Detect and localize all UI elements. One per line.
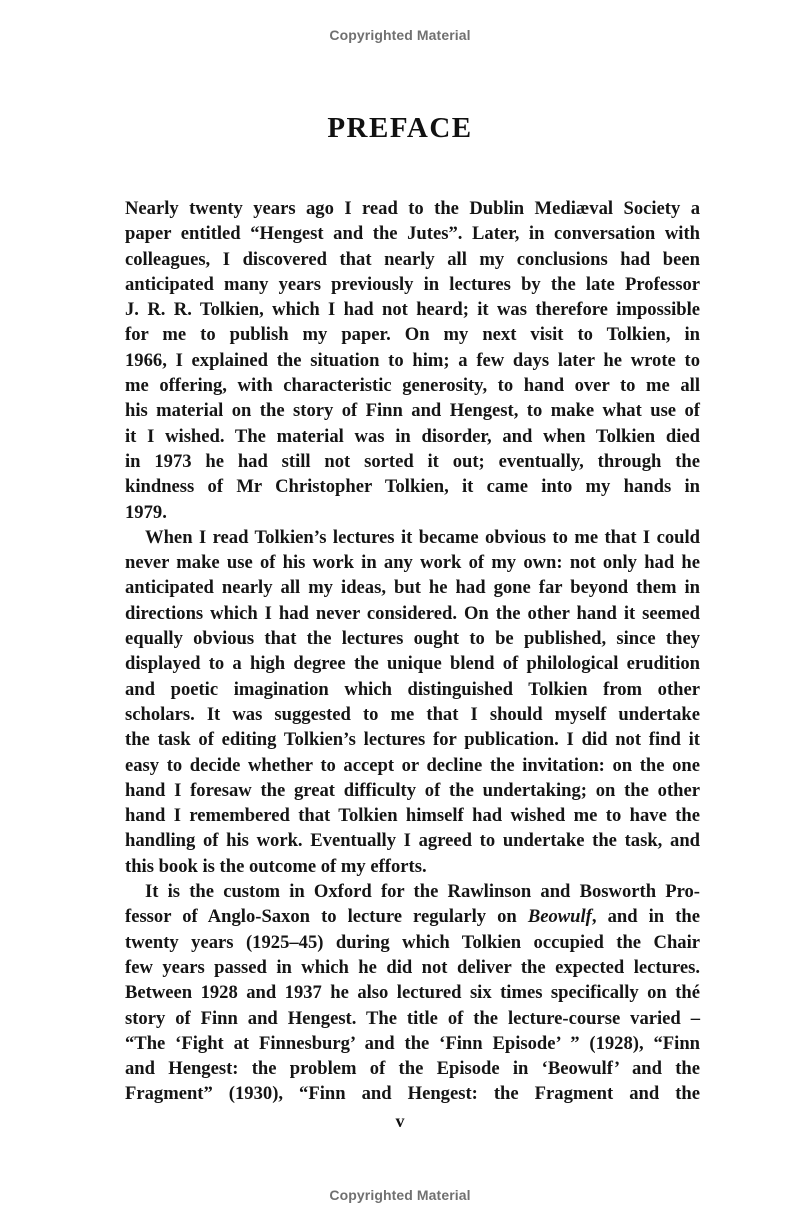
text-line: directions which I had never considered. On the other hand it seemed bbox=[125, 602, 700, 624]
copyright-watermark-bottom: Copyrighted Material bbox=[329, 1187, 471, 1203]
text-line: me offering, with characteristic generosity, to hand over to me all bbox=[125, 375, 700, 397]
text-line: for me to publish my paper. On my next visit to Tolkien, in bbox=[125, 324, 700, 346]
text-segment: fessor of Anglo-Saxon to lecture regularly on bbox=[125, 906, 528, 928]
text-line: in 1973 he had still not sorted it out; eventually, through the bbox=[125, 450, 700, 472]
copyright-watermark-top: Copyrighted Material bbox=[329, 27, 471, 43]
text-line: and poetic imagination which distinguished Tolkien from other bbox=[125, 678, 700, 700]
text-line: twenty years (1925–45) during which Tolkien occupied the Chair bbox=[125, 931, 700, 953]
text-line: displayed to a high degree the unique blend of philological erudition bbox=[125, 653, 700, 675]
text-line: J. R. R. Tolkien, which I had not heard; it was therefore impossible bbox=[125, 299, 700, 321]
text-line: “The ‘Fight at Finnesburg’ and the ‘Finn Episode’ ” (1928), “Finn bbox=[125, 1032, 700, 1054]
text-line: and Hengest: the problem of the Episode in ‘Beowulf’ and the bbox=[125, 1058, 700, 1080]
page-number: v bbox=[395, 1111, 405, 1131]
text-line: scholars. It was suggested to me that I should myself undertake bbox=[125, 703, 700, 725]
text-line: colleagues, I discovered that nearly all my conclusions had been bbox=[125, 248, 700, 270]
text-line-with-italic bbox=[125, 904, 700, 929]
preface-body bbox=[125, 196, 700, 1107]
text-line: hand I foresaw the great difficulty of the undertaking; on the other bbox=[125, 779, 700, 801]
text-line: kindness of Mr Christopher Tolkien, it came into my hands in bbox=[125, 476, 700, 498]
text-line: anticipated many years previously in lectures by the late Professor bbox=[125, 273, 700, 295]
text-line: the task of editing Tolkien’s lectures for publication. I did not find it bbox=[125, 729, 700, 751]
paragraph-2 bbox=[125, 525, 700, 879]
text-line: paper entitled “Hengest and the Jutes”. Later, in conversation with bbox=[125, 223, 700, 245]
text-line: hand I remembered that Tolkien himself had wished me to have the bbox=[125, 805, 700, 827]
text-segment: , and in the bbox=[591, 906, 700, 928]
text-line: easy to decide whether to accept or decline the invitation: on the one bbox=[125, 754, 700, 776]
text-line: story of Finn and Hengest. The title of the lecture-course varied – bbox=[125, 1007, 700, 1029]
text-line: It is the custom in Oxford for the Rawlinson and Bosworth Pro- bbox=[145, 881, 700, 903]
text-line: 1966, I explained the situation to him; a few days later he wrote to bbox=[125, 349, 700, 371]
paragraph-3 bbox=[125, 879, 700, 1107]
text-line: it I wished. The material was in disorder, and when Tolkien died bbox=[125, 425, 700, 447]
text-line: handling of his work. Eventually I agreed to undertake the task, and bbox=[125, 830, 700, 852]
text-line: his material on the story of Finn and Hengest, to make what use of bbox=[125, 400, 700, 422]
text-line: never make use of his work in any work of my own: not only had he bbox=[125, 552, 700, 574]
text-line: Fragment” (1930), “Finn and Hengest: the Fragment and the bbox=[125, 1083, 700, 1105]
text-line: equally obvious that the lectures ought to be published, since they bbox=[125, 628, 700, 650]
text-line: Nearly twenty years ago I read to the Dublin Mediæval Society a bbox=[125, 198, 700, 219]
page-title: PREFACE bbox=[327, 112, 473, 144]
paragraph-1 bbox=[125, 196, 700, 525]
text-line: few years passed in which he did not deliver the expected lectures. bbox=[125, 956, 700, 978]
text-line: Between 1928 and 1937 he also lectured six times specifically on thé bbox=[125, 982, 700, 1004]
text-line: this book is the outcome of my efforts. bbox=[125, 855, 427, 877]
text-line: 1979. bbox=[125, 501, 167, 523]
book-title-beowulf: Beowulf bbox=[527, 906, 592, 928]
text-line: anticipated nearly all my ideas, but he had gone far beyond them in bbox=[125, 577, 700, 599]
text-line: When I read Tolkien’s lectures it became obvious to me that I could bbox=[145, 526, 700, 548]
